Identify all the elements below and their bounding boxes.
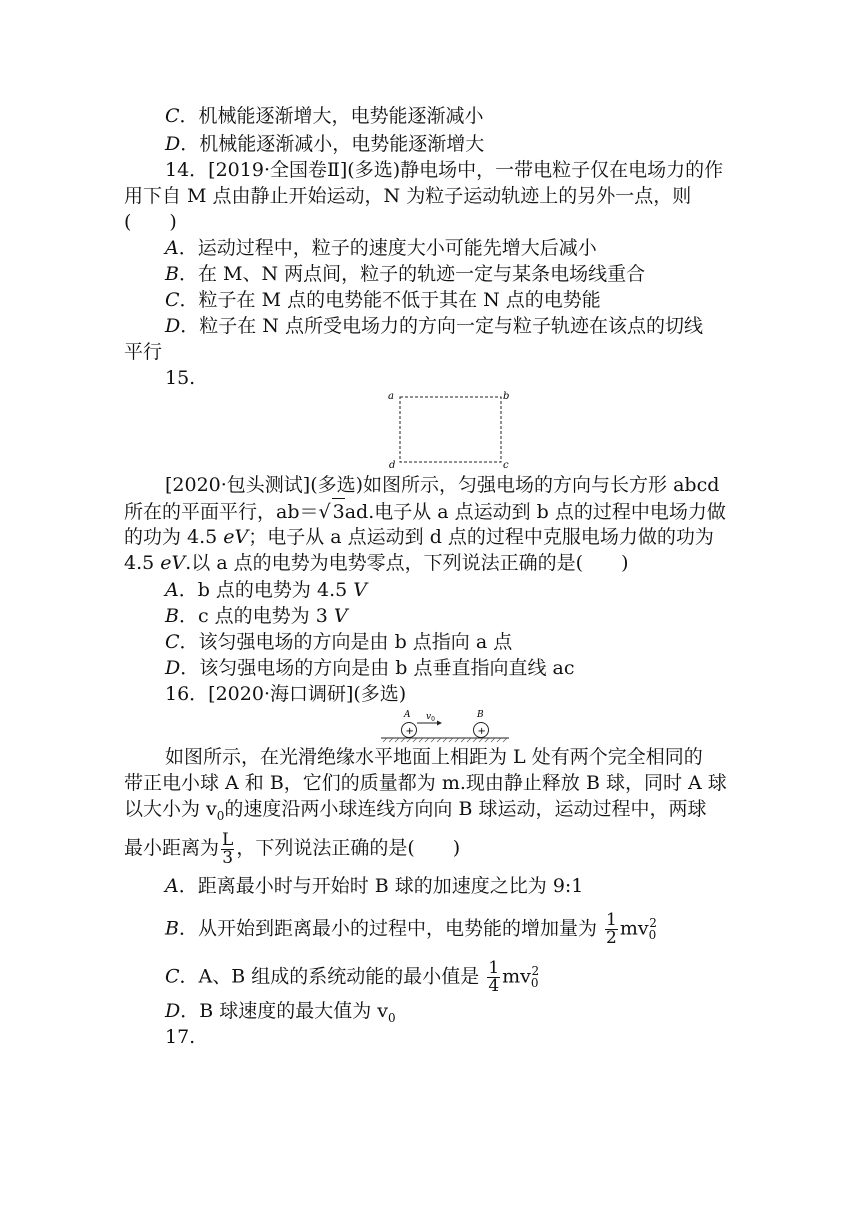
q13-option-d: D．机械能逐渐减小，电势能逐渐增大 (165, 133, 485, 155)
q14-stem-line1: 14．[2019·全国卷Ⅱ](多选)静电场中，一带电粒子仅在电场力的作 (165, 159, 724, 181)
q14-option-b: B．在 M、N 两点间，粒子的轨迹一定与某条电场线重合 (165, 263, 646, 285)
q16-option-a: A．距离最小时与开始时 B 球的加速度之比为 9:1 (165, 875, 584, 897)
fraction-l-over-3: $\frac{L}{3}$ (222, 829, 234, 868)
q16-option-c: C．A、B 组成的系统动能的最小值是 $\frac{1}{4}$ $mv_0^2$ (165, 957, 540, 996)
two-balls-figure (377, 705, 513, 745)
label-b: b (503, 391, 510, 402)
q15-option-b: B．c 点的电势为 3 V (165, 605, 348, 627)
q15-option-a: A．b 点的电势为 4.5 V (165, 579, 367, 601)
label-ball-a: A (404, 710, 411, 720)
q14-stem-line3: ( ) (124, 211, 177, 233)
q16-option-b: B．从开始到距离最小的过程中，电势能的增加量为 $\frac{1}{2}$ $mv_0^2$ (165, 909, 657, 948)
q14-option-a: A．运动过程中，粒子的速度大小可能先增大后减小 (165, 237, 597, 259)
ground-hatching (383, 738, 507, 742)
q15-option-c: C．该匀强电场的方向是由 b 点指向 a 点 (165, 631, 513, 653)
q16-stem-line0: 16．[2020·海口调研](多选) (165, 683, 407, 705)
q14-option-d: D．粒子在 N 点所受电场力的方向一定与粒子轨迹在该点的切线 (165, 315, 703, 337)
label-v0: $v_0$ (426, 712, 435, 723)
label-a: a (388, 391, 394, 402)
fraction-half: $\frac{1}{2}$ (606, 909, 617, 948)
q16-option-d: D．B 球速度的最大值为 $v_0$ (165, 1000, 396, 1025)
label-ball-b: B (477, 710, 484, 720)
q14-option-d-cont: 平行 (124, 341, 163, 363)
ball-a-plus: + (405, 726, 414, 737)
q17-number: 17. (165, 1026, 196, 1048)
q15-option-d: D．该匀强电场的方向是由 b 点垂直指向直线 ac (165, 657, 575, 679)
fraction-quarter: $\frac{1}{4}$ (488, 957, 500, 996)
q13-option-c: C．机械能逐渐增大，电势能逐渐减小 (165, 105, 484, 127)
label-d: d (389, 460, 396, 470)
q15-stem-line2: 所在的平面平行，ab＝√ 3ad.电子从 a 点运动到 b 点的过程中电场力做 (124, 498, 726, 525)
q16-stem-line2: 带正电小球 A 和 B，它们的质量都为 m.现由静止释放 B 球，同时 A 球 (124, 772, 727, 794)
label-c: c (503, 460, 509, 470)
rectangle-abcd-figure (385, 388, 515, 470)
q16-stem-line3: 以大小为 $v_0$的速度沿两小球连线方向向 B 球运动，运动过程中，两球 (124, 798, 707, 823)
q14-stem-line2: 用下自 M 点由静止开始运动，N 为粒子运动轨迹上的另外一点，则 (124, 185, 692, 207)
ball-b-plus: + (477, 726, 486, 737)
rectangle-abcd (400, 397, 501, 462)
q15-stem-line4: 4.5 eV.以 a 点的电势为电势零点，下列说法正确的是( ) (124, 552, 629, 574)
q15-stem-line3: 的功为 4.5 eV；电子从 a 点运动到 d 点的过程中克服电场力做的功为 (124, 526, 714, 548)
q15-number: 15. (165, 367, 196, 389)
q14-option-c: C．粒子在 M 点的电势能不低于其在 N 点的电势能 (165, 289, 601, 311)
q15-stem-line1: [2020·包头测试](多选)如图所示，匀强电场的方向与长方形 abcd (165, 474, 720, 496)
q16-stem-line4: 最小距离为 $\frac{L}{3}$ ，下列说法正确的是( ) (124, 829, 461, 868)
velocity-arrow-head (437, 721, 442, 726)
q16-stem-line1: 如图所示，在光滑绝缘水平地面上相距为 L 处有两个完全相同的 (165, 746, 703, 768)
